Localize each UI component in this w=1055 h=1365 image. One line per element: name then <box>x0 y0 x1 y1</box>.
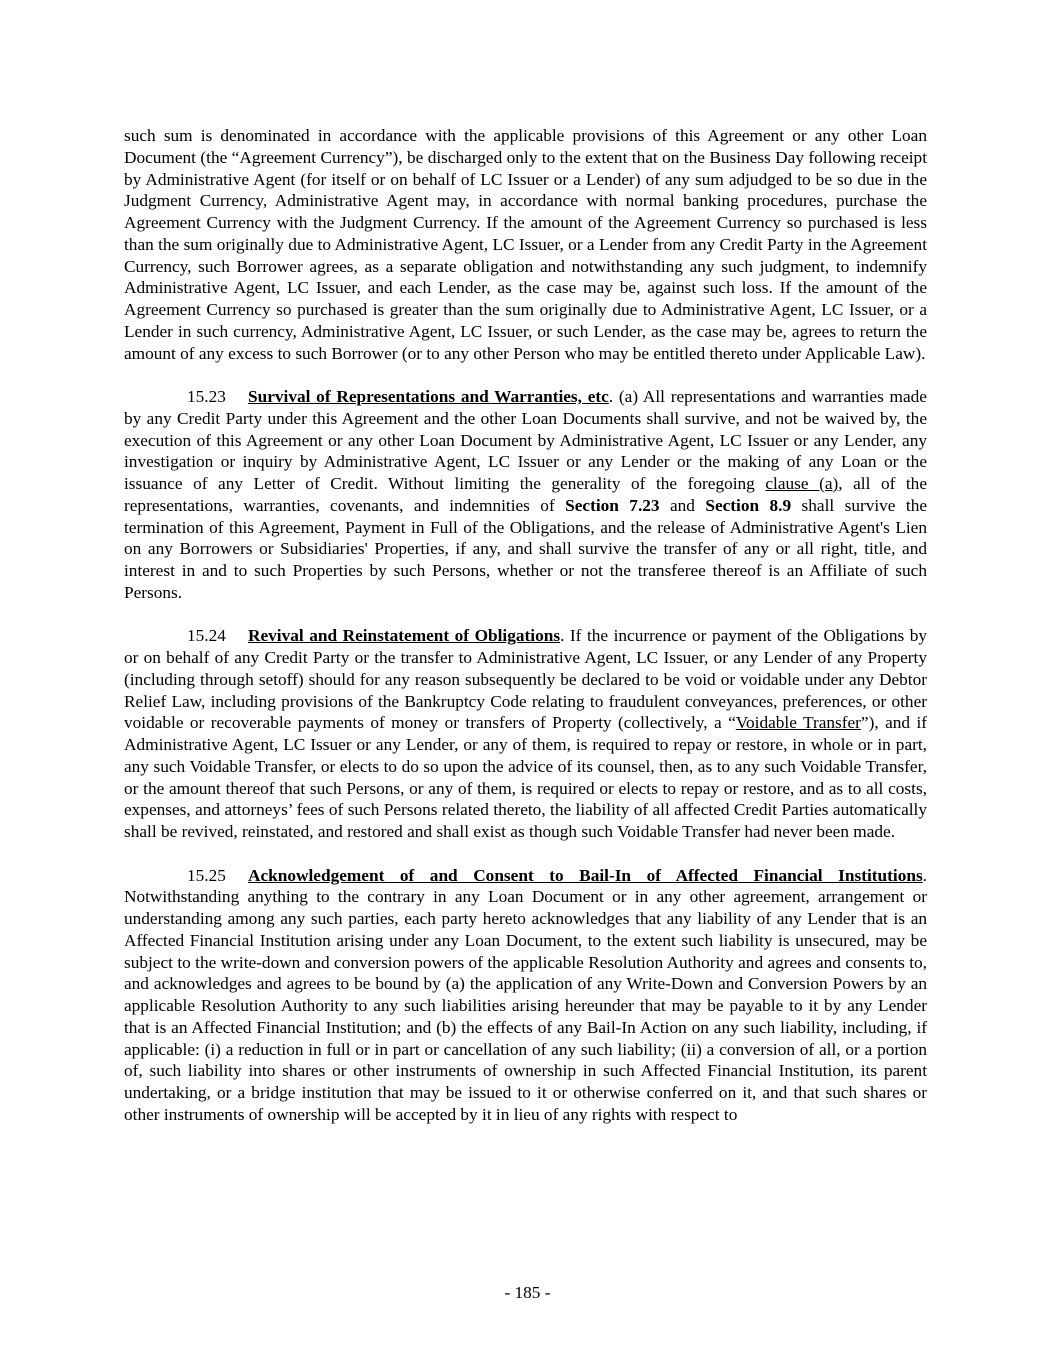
section-reference: Section 8.9 <box>705 495 792 515</box>
section-15-23 <box>124 386 927 604</box>
section-text: . (a) All representations and warranties made by any Credit Party under this Agreement and the other Loan Documents shall survive, and not be waived by, the execution of this Agreement or any other Loan Document by Administrative Agent, LC Issuer or any Lender, any investigation or inquiry by Administrative Agent, LC Issuer or any Lender or the making of any Loan or the issuance of any Letter of Credit. Without limiting the generality of the foregoing <box>124 387 927 493</box>
document-page <box>124 125 927 1147</box>
page-number: - 185 - <box>504 1283 551 1302</box>
section-heading: Revival and Reinstatement of Obligations <box>248 626 561 646</box>
section-number: 15.23 <box>187 387 226 406</box>
section-15-24 <box>124 625 927 843</box>
section-heading: Acknowledgement of and Consent to Bail-In of Affected Financial Institutions <box>248 865 923 885</box>
section-heading: Survival of Representations and Warranties, etc <box>248 387 609 406</box>
section-text: , all of the representations, warranties, covenants, and indemnities of <box>124 474 927 515</box>
section-reference: Section 7.23 <box>565 495 660 515</box>
section-15-25 <box>124 865 927 1126</box>
section-number: 15.24 <box>187 626 226 646</box>
paragraph-agreement-currency <box>124 125 927 364</box>
section-text: . If the incurrence or payment of the Obligations by or on behalf of any Credit Party or the transfer to Administrative Agent, LC Issuer, or any Lender of any Property (including through setoff) should for any reason subsequently be declared to be void or voidable under any Debtor Relief Law, including provisions of the Bankruptcy Code relating to fraudulent conveyances, preferences, or other voidable or recoverable payments of money or transfers of Property (collectively, a “ <box>124 626 927 733</box>
section-text: and <box>659 495 706 515</box>
section-text: ”), and if Administrative Agent, LC Issuer or any Lender, or any of them, is required to repay or restore, in whole or in part, any such Voidable Transfer, or elects to do so upon the advice of its counsel, then, as to any such Voidable Transfer, or the amount thereof that such Persons, or any of them, is required or elects to repay or restore, and as to all costs, expenses, and attorneys’ fees of such Persons related thereto, the liability of all affected Credit Parties automatically shall be revived, reinstated, and restored and shall exist as though such Voidable Transfer had never been made. <box>124 713 927 841</box>
section-text: . Notwithstanding anything to the contrary in any Loan Document or in any other agreement, arrangement or understanding among any such parties, each party hereto acknowledges that any liability of any Lender that is an Affected Financial Institution arising under any Loan Document, to the extent such liability is unsecured, may be subject to the write-down and conversion powers of the applicable Resolution Authority and agrees and consents to, and acknowledges and agrees to be bound by (a) the application of any Write-Down and Conversion Powers by an applicable Resolution Authority to any such liabilities arising hereunder that may be payable to it by any Lender that is an Affected Financial Institution; and (b) the effects of any Bail-In Action on any such liability, including, if applicable: (i) a reduction in full or in part or cancellation of any such liability; (ii) a conversion of all, or a portion of, such liability into shares or other instruments of ownership in such Affected Financial Institution, its parent undertaking, or a bridge institution that may be issued to it or otherwise conferred on it, and that such shares or other instruments of ownership will be accepted by it in lieu of any rights with respect to <box>124 865 927 1124</box>
paragraph-text: such sum is denominated in accordance with the applicable provisions of this Agreement or any other Loan Document (the “Agreement Currency”), be discharged only to the extent that on the Business Day following receipt by Administrative Agent (for itself or on behalf of LC Issuer or a Lender) of any sum adjudged to be so due in the Judgment Currency, Administrative Agent may, in accordance with normal banking procedures, purchase the Agreement Currency with the Judgment Currency. If the amount of the Agreement Currency so purchased is less than the sum originally due to Administrative Agent, LC Issuer, or a Lender from any Credit Party in the Agreement Currency, such Borrower agrees, as a separate obligation and notwithstanding any such judgment, to indemnify Administrative Agent, LC Issuer, and each Lender, as the case may be, against such loss. If the amount of the Agreement Currency so purchased is greater than the sum originally due to Administrative Agent, LC Issuer, or a Lender in such currency, Administrative Agent, LC Issuer, or such Lender, as the case may be, agrees to return the amount of any excess to such Borrower (or to any other Person who may be entitled thereto under Applicable Law). <box>124 126 927 363</box>
defined-term: Voidable Transfer <box>735 713 861 733</box>
section-number: 15.25 <box>187 865 226 885</box>
clause-reference: clause (a) <box>765 474 839 493</box>
section-text: shall survive the termination of this Agreement, Payment in Full of the Obligations, and the release of Administrative Agent's Lien on any Borrowers or Subsidiaries' Properties, if any, and shall survive the transfer of any or all right, title, and interest in and to such Properties by such Persons, whether or not the transferee thereof is an Affiliate of such Persons. <box>124 495 927 602</box>
